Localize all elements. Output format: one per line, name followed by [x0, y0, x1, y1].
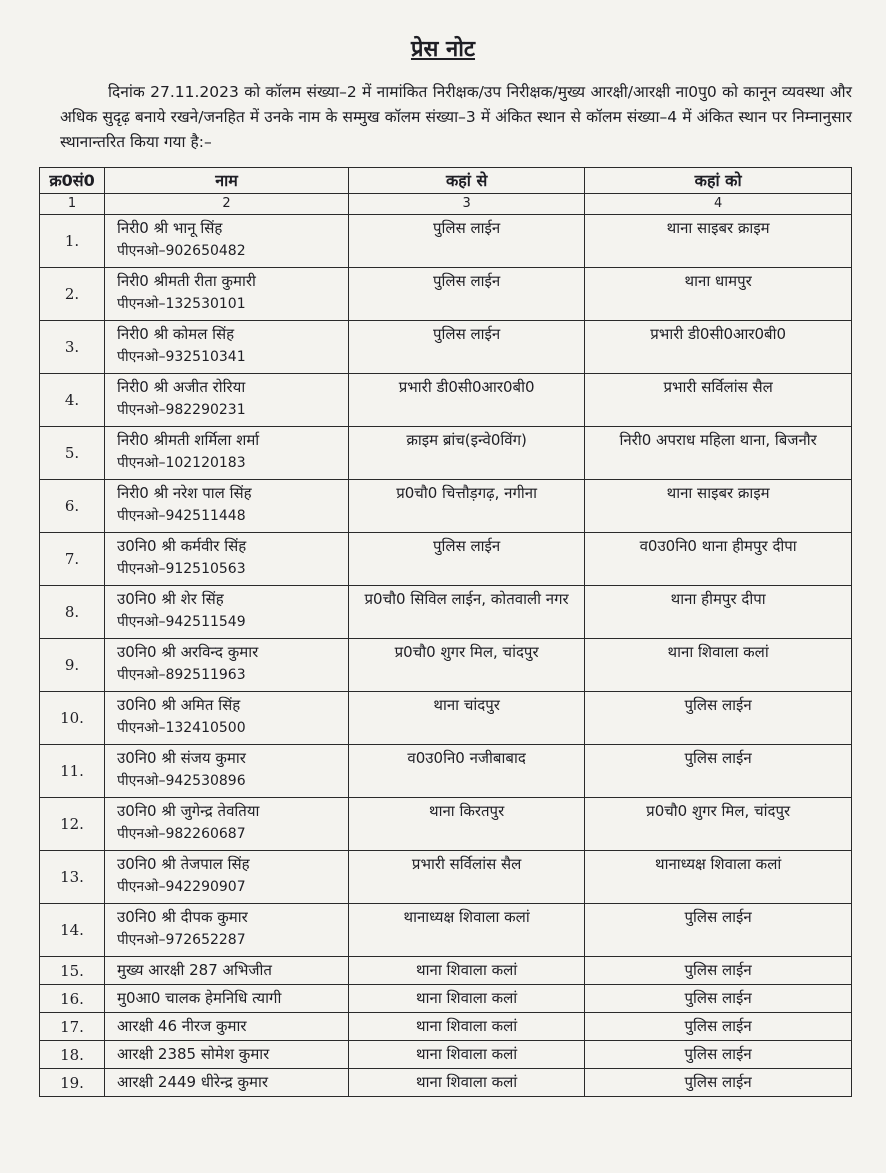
from-location: थाना शिवाला कलां: [348, 957, 584, 985]
serial-number: 5.: [40, 427, 105, 480]
from-location: थाना किरतपुर: [348, 798, 584, 851]
pno-number: पीएनओ–942290907: [117, 879, 246, 895]
header-from: कहां से: [348, 168, 584, 194]
officer-name: निरी0 श्रीमती शर्मिला शर्मा: [117, 431, 260, 449]
table-row: [40, 904, 852, 957]
from-location: थाना शिवाला कलां: [348, 985, 584, 1013]
officer-name: आरक्षी 2385 सोमेश कुमार: [117, 1045, 270, 1063]
name-cell: [105, 1041, 349, 1069]
pno-number: पीएनओ–982290231: [117, 402, 246, 418]
column-number: 1: [40, 194, 105, 215]
serial-number: 1.: [40, 215, 105, 268]
name-cell: [105, 851, 349, 904]
to-location: प्र0चौ0 शुगर मिल, चांदपुर: [585, 798, 852, 851]
from-location: प्र0चौ0 चित्तौड़गढ़, नगीना: [348, 480, 584, 533]
name-cell: [105, 374, 349, 427]
officer-name: उ0नि0 श्री अरविन्द कुमार: [117, 643, 259, 661]
from-location: प्र0चौ0 सिविल लाईन, कोतवाली नगर: [348, 586, 584, 639]
serial-number: 13.: [40, 851, 105, 904]
column-number: 4: [585, 194, 852, 215]
name-cell: [105, 798, 349, 851]
header-name: नाम: [105, 168, 349, 194]
table-row: [40, 374, 852, 427]
table-row: [40, 692, 852, 745]
serial-number: 19.: [40, 1069, 105, 1097]
name-cell: [105, 427, 349, 480]
officer-name: मुख्य आरक्षी 287 अभिजीत: [117, 961, 272, 979]
serial-number: 4.: [40, 374, 105, 427]
to-location: प्रभारी डी0सी0आर0बी0: [585, 321, 852, 374]
page-title: प्रेस नोट: [410, 37, 476, 62]
pno-number: पीएनओ–942530896: [117, 773, 246, 789]
column-number-row: [40, 194, 852, 215]
name-cell: [105, 985, 349, 1013]
pno-number: पीएनओ–972652287: [117, 932, 246, 948]
officer-name: उ0नि0 श्री संजय कुमार: [117, 749, 246, 767]
from-location: पुलिस लाईन: [348, 321, 584, 374]
serial-number: 11.: [40, 745, 105, 798]
pno-number: पीएनओ–932510341: [117, 349, 246, 365]
to-location: पुलिस लाईन: [585, 985, 852, 1013]
table-row: [40, 851, 852, 904]
table-row: [40, 639, 852, 692]
from-location: थाना शिवाला कलां: [348, 1069, 584, 1097]
name-cell: [105, 533, 349, 586]
officer-name: मु0आ0 चालक हेमनिधि त्यागी: [117, 989, 282, 1007]
pno-number: पीएनओ–132530101: [117, 296, 246, 312]
table-row: [40, 480, 852, 533]
name-cell: [105, 692, 349, 745]
table-row: [40, 985, 852, 1013]
serial-number: 9.: [40, 639, 105, 692]
officer-name: निरी0 श्री नरेश पाल सिंह: [117, 484, 252, 502]
serial-number: 2.: [40, 268, 105, 321]
to-location: थाना हीमपुर दीपा: [585, 586, 852, 639]
name-cell: [105, 904, 349, 957]
to-location: थाना शिवाला कलां: [585, 639, 852, 692]
to-location: पुलिस लाईन: [585, 692, 852, 745]
intro-paragraph: [60, 80, 852, 155]
serial-number: 6.: [40, 480, 105, 533]
name-cell: [105, 268, 349, 321]
name-cell: [105, 321, 349, 374]
serial-number: 12.: [40, 798, 105, 851]
table-row: [40, 1069, 852, 1097]
table-row: [40, 586, 852, 639]
from-location: क्राइम ब्रांच(इन्वे0विंग): [348, 427, 584, 480]
name-cell: [105, 745, 349, 798]
officer-name: उ0नि0 श्री अमित सिंह: [117, 696, 241, 714]
table-row: [40, 321, 852, 374]
serial-number: 3.: [40, 321, 105, 374]
officer-name: आरक्षी 2449 धीरेन्द्र कुमार: [117, 1073, 268, 1091]
table-row: [40, 215, 852, 268]
serial-number: 10.: [40, 692, 105, 745]
serial-number: 15.: [40, 957, 105, 985]
officer-name: निरी0 श्री अजीत रोरिया: [117, 378, 246, 396]
table-row: [40, 1041, 852, 1069]
pno-number: पीएनओ–912510563: [117, 561, 246, 577]
pno-number: पीएनओ–982260687: [117, 826, 246, 842]
to-location: पुलिस लाईन: [585, 745, 852, 798]
intro-text: दिनांक 27.11.2023 को कॉलम संख्या–2 में नामांकित निरीक्षक/उप निरीक्षक/मुख्य आरक्षी/आरक्षी ना0पु0 को कानून व्यवस्था और अधिक सुदृढ़ बनाये रखने/जनहित में उनके नाम के सम्मुख कॉलम संख्या–3 में अंकित स्थान से कॉलम संख्या–4 में अंकित स्थान पर निम्नानुसार स्थानान्तरित किया गया है:–: [60, 83, 852, 151]
serial-number: 18.: [40, 1041, 105, 1069]
officer-name: उ0नि0 श्री तेजपाल सिंह: [117, 855, 250, 873]
officer-name: आरक्षी 46 नीरज कुमार: [117, 1017, 247, 1035]
to-location: पुलिस लाईन: [585, 957, 852, 985]
column-number: 3: [348, 194, 584, 215]
to-location: निरी0 अपराध महिला थाना, बिजनौर: [585, 427, 852, 480]
header-to: कहां को: [585, 168, 852, 194]
to-location: पुलिस लाईन: [585, 904, 852, 957]
pno-number: पीएनओ–892511963: [117, 667, 246, 683]
pno-number: पीएनओ–942511549: [117, 614, 246, 630]
name-cell: [105, 1013, 349, 1041]
serial-number: 7.: [40, 533, 105, 586]
table-row: [40, 1013, 852, 1041]
table-row: [40, 427, 852, 480]
from-location: पुलिस लाईन: [348, 215, 584, 268]
name-cell: [105, 1069, 349, 1097]
from-location: प्र0चौ0 शुगर मिल, चांदपुर: [348, 639, 584, 692]
table-body: [40, 215, 852, 1097]
table-row: [40, 745, 852, 798]
to-location: प्रभारी सर्विलांस सैल: [585, 374, 852, 427]
column-number: 2: [105, 194, 349, 215]
officer-name: उ0नि0 श्री दीपक कुमार: [117, 908, 248, 926]
from-location: थाना चांदपुर: [348, 692, 584, 745]
header-serial: क्र0सं0: [40, 168, 105, 194]
officer-name: उ0नि0 श्री शेर सिंह: [117, 590, 224, 608]
to-location: थानाध्यक्ष शिवाला कलां: [585, 851, 852, 904]
pno-number: पीएनओ–132410500: [117, 720, 246, 736]
transfer-table: [39, 167, 852, 1097]
table-row: [40, 533, 852, 586]
from-location: पुलिस लाईन: [348, 533, 584, 586]
serial-number: 17.: [40, 1013, 105, 1041]
serial-number: 14.: [40, 904, 105, 957]
table-row: [40, 957, 852, 985]
name-cell: [105, 480, 349, 533]
serial-number: 16.: [40, 985, 105, 1013]
from-location: व0उ0नि0 नजीबाबाद: [348, 745, 584, 798]
from-location: प्रभारी सर्विलांस सैल: [348, 851, 584, 904]
officer-name: उ0नि0 श्री जुगेन्द्र तेवतिया: [117, 802, 260, 820]
officer-name: निरी0 श्री भानू सिंह: [117, 219, 223, 237]
name-cell: [105, 957, 349, 985]
to-location: पुलिस लाईन: [585, 1041, 852, 1069]
name-cell: [105, 215, 349, 268]
serial-number: 8.: [40, 586, 105, 639]
pno-number: पीएनओ–902650482: [117, 243, 246, 259]
table-header-row: [40, 168, 852, 194]
from-location: थानाध्यक्ष शिवाला कलां: [348, 904, 584, 957]
officer-name: उ0नि0 श्री कर्मवीर सिंह: [117, 537, 247, 555]
pno-number: पीएनओ–102120183: [117, 455, 246, 471]
to-location: थाना साइबर क्राइम: [585, 480, 852, 533]
to-location: पुलिस लाईन: [585, 1013, 852, 1041]
table-row: [40, 268, 852, 321]
name-cell: [105, 639, 349, 692]
to-location: थाना धामपुर: [585, 268, 852, 321]
from-location: थाना शिवाला कलां: [348, 1013, 584, 1041]
name-cell: [105, 586, 349, 639]
from-location: थाना शिवाला कलां: [348, 1041, 584, 1069]
from-location: प्रभारी डी0सी0आर0बी0: [348, 374, 584, 427]
to-location: व0उ0नि0 थाना हीमपुर दीपा: [585, 533, 852, 586]
table-row: [40, 798, 852, 851]
officer-name: निरी0 श्री कोमल सिंह: [117, 325, 235, 343]
to-location: पुलिस लाईन: [585, 1069, 852, 1097]
from-location: पुलिस लाईन: [348, 268, 584, 321]
to-location: थाना साइबर क्राइम: [585, 215, 852, 268]
officer-name: निरी0 श्रीमती रीता कुमारी: [117, 272, 256, 290]
pno-number: पीएनओ–942511448: [117, 508, 246, 524]
